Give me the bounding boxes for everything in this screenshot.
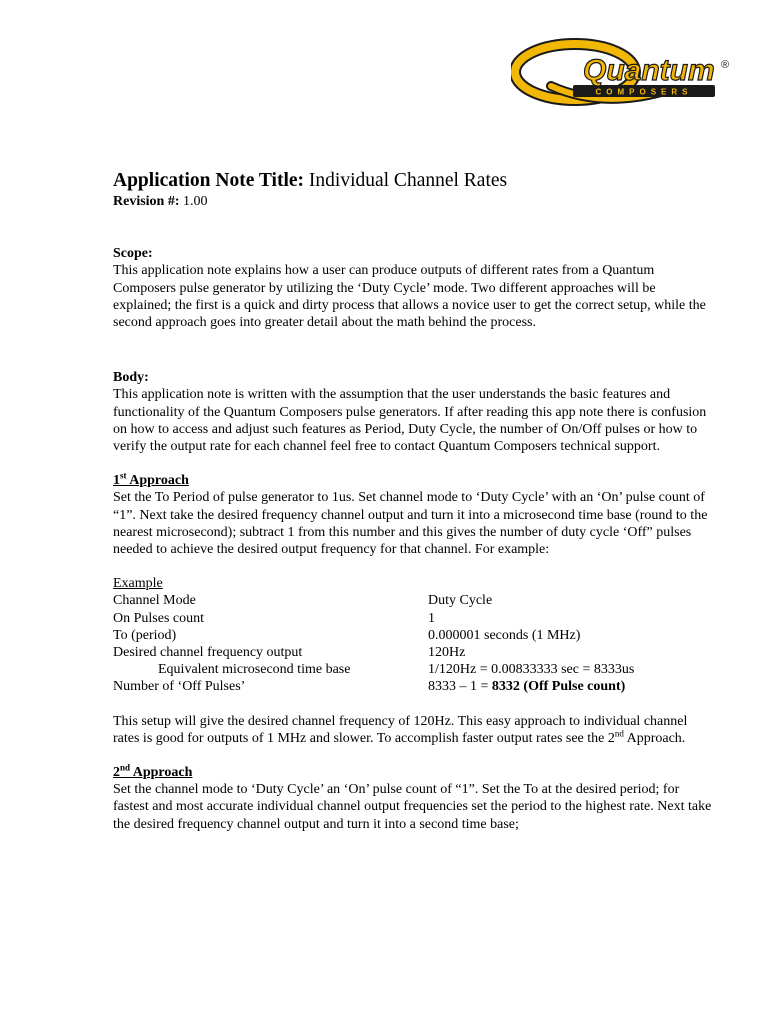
document-page [113,170,713,833]
example-value: 0.000001 seconds (1 MHz) [428,627,581,643]
example-label: Channel Mode [113,593,196,609]
table-row [113,627,713,644]
approach1-sup: st [120,470,127,481]
example-title: Example [113,576,163,592]
example-label: To (period) [113,627,177,643]
example-value: 120Hz [428,645,466,661]
approach1-label: Approach [126,473,189,489]
quantum-composers-logo [511,38,733,116]
body-heading: Body: [113,370,149,386]
title-value: Individual Channel Rates [308,170,508,191]
title-label: Application Note Title: [113,170,305,191]
example-table [113,592,713,695]
summary-text [113,713,713,747]
approach1-text: Set the To Period of pulse generator to 1us. Set channel mode to ‘Duty Cycle’ with an ‘On’ pulse count of “1”. Next take the desired frequency channel output and turn it into a microsecond time base (round to the nearest microsecond); subtract 1 from this number and this gives the number of duty cycle ‘Off” pulses needed to achieve the desired output frequency for that channel. For example: [113,490,708,558]
approach2-sup: nd [120,762,131,773]
revision-label: Revision #: [113,194,180,209]
body-text: This application note is written with the assumption that the user understands the basic features and functionality of the Quantum Composers pulse generators. If after reading this app note there is confusion on how to access and adjust such features as Period, Duty Cycle, the number of On/Off pulses or how to verify the output rate for each channel feel free to contact Quantum Composers technical support. [113,387,707,455]
logo-sub-text: COMPOSERS [595,87,693,97]
scope-heading: Scope: [113,246,153,262]
revision-line [113,193,713,210]
table-row [113,644,713,661]
off-pulse-count: 8332 (Off Pulse count) [491,679,626,695]
example-value: 1/120Hz = 0.00833333 sec = 8333us [428,662,635,678]
example-value [428,678,713,695]
revision-value: 1.00 [183,194,208,209]
example-value: 1 [428,610,435,626]
approach2-num: 2 [113,765,120,781]
off-pulse-calc: 8333 – 1 = [428,679,492,695]
summary-sup: nd [614,728,624,739]
logo-graphic [511,38,733,116]
example-label: Equivalent microsecond time base [158,662,351,678]
approach2-text: Set the channel mode to ‘Duty Cycle’ an ‘On’ pulse count of “1”. Set the To at the desired period; for fastest and most accurate individual channel output frequencies set the period to the highest rate. Next take the desired frequency channel output and turn it into a second time base; [113,782,712,832]
example-label: On Pulses count [113,610,204,626]
summary-text-a: This setup will give the desired channel frequency of 120Hz. This easy approach to individual channel rates is good for outputs of 1 MHz and slower. To accomplish faster output rates see the 2 [113,713,688,746]
approach1-num: 1 [113,473,120,489]
approach2-label: Approach [130,765,193,781]
page-title [113,170,713,192]
table-row [113,592,713,609]
table-row [113,661,713,678]
approach2-heading [113,764,713,781]
example-value: Duty Cycle [428,593,493,609]
example-label: Number of ‘Off Pulses’ [113,679,246,695]
scope-text: This application note explains how a user can produce outputs of different rates from a Quantum Composers pulse generator by utilizing the ‘Duty Cycle’ mode. Two different approaches will be explained; the first is a quick and dirty process that allows a novice user to get the correct setup, while the second approach goes into greater detail about the math behind the process. [113,263,706,331]
summary-text-b: Approach. [623,730,686,746]
table-row [113,610,713,627]
approach1-heading [113,472,713,489]
logo-brand-text: Quantum [583,54,715,87]
registered-mark: ® [721,59,730,71]
table-row [113,678,713,695]
example-label: Desired channel frequency output [113,645,303,661]
